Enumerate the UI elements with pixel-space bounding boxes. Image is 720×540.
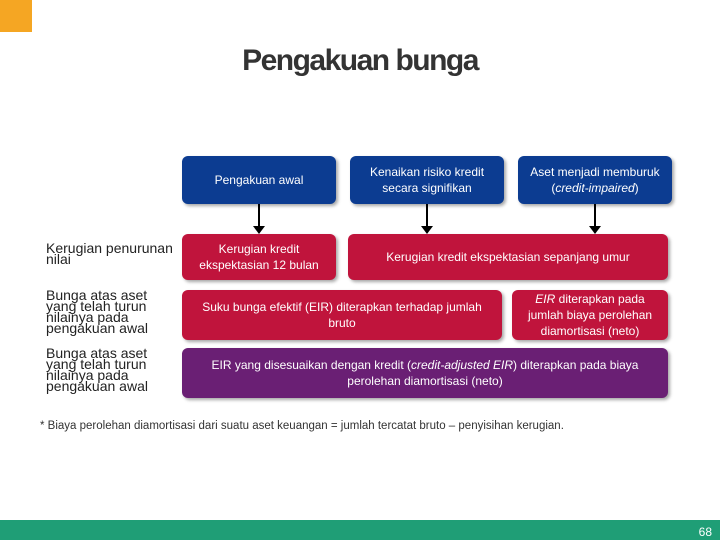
arrow-down-3 (594, 204, 596, 228)
header-significant-increase-label: Kenaikan risiko kredit secara signifikan (369, 165, 485, 195)
page-number: 68 (698, 525, 712, 539)
row-label-interest-row3: Bunga atas aset yang telah turun nilainya pada pengakuan awal (46, 345, 148, 394)
corner-accent (0, 0, 32, 32)
header-initial-recognition-label: Pengakuan awal (214, 173, 304, 187)
cell-lifetime-ecl-text: Kerugian kredit ekspektasian sepanjang umur (386, 250, 630, 264)
row-label-impairment-loss: Kerugian penurunan nilai (46, 240, 173, 267)
header-significant-increase (350, 156, 504, 204)
header-credit-impaired-label: Aset menjadi memburuk (credit-impaired) (530, 165, 660, 195)
footnote: * Biaya perolehan diamortisasi dari suatu aset keuangan = jumlah tercatat bruto – penyisihan kerugian. (40, 420, 564, 432)
credit-impaired-term: credit-impaired (555, 181, 635, 195)
cell-12-month-ecl-text: Kerugian kredit ekspektasian 12 bulan (199, 242, 319, 272)
cell-credit-adjusted-eir-text: EIR yang disesuaikan dengan kredit (credit-adjusted EIR) diterapkan pada biaya perolehan diamortisasi (neto) (211, 358, 639, 388)
credit-adjusted-eir-term: credit-adjusted EIR (410, 358, 514, 372)
cell-12-month-ecl (182, 234, 336, 280)
row-label-interest-row2: Bunga atas aset yang telah turun nilainya pada pengakuan awal (46, 287, 148, 336)
slide-title: Pengakuan bunga (242, 44, 478, 77)
cell-eir-amortised-text: EIR diterapkan pada jumlah biaya perolehan diamortisasi (neto) (527, 292, 653, 338)
cell-eir-gross-text: Suku bunga efektif (EIR) diterapkan terhadap jumlah bruto (202, 300, 482, 330)
footer-bar (0, 520, 720, 540)
header-initial-recognition (182, 156, 336, 204)
arrow-down-2 (426, 204, 428, 228)
eir-term: EIR (535, 292, 556, 306)
arrow-down-1 (258, 204, 260, 228)
cell-credit-adjusted-eir (182, 348, 668, 398)
cell-lifetime-ecl (348, 234, 668, 280)
cell-eir-amortised (512, 290, 668, 340)
cell-eir-gross (182, 290, 502, 340)
header-credit-impaired (518, 156, 672, 204)
